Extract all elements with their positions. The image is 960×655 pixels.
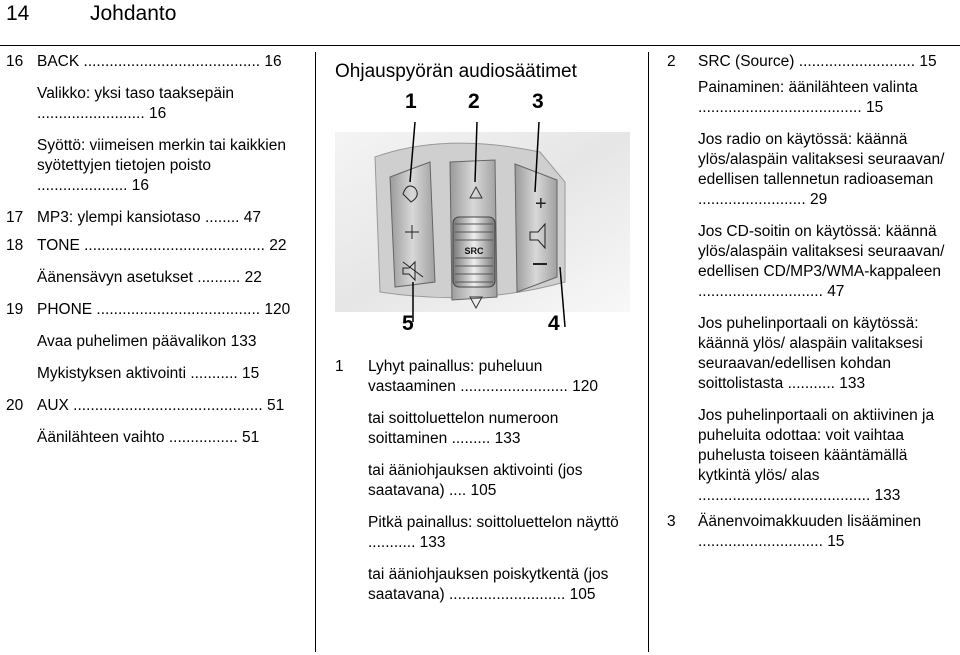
entry-text: PHONE ...................................... 120 xyxy=(37,301,291,318)
list-item xyxy=(6,396,298,416)
entry-text: AUX ............................................ 51 xyxy=(37,397,285,414)
page-number: 14 xyxy=(6,2,30,25)
list-item xyxy=(6,136,298,196)
list-item xyxy=(6,332,298,352)
column-left xyxy=(6,52,298,460)
entry-text: BACK ......................................... 16 xyxy=(37,53,282,70)
figure-label-2: 2 xyxy=(468,90,480,113)
entry-text: Jos CD-soitin on käytössä: käännä ylös/alaspäin valitaksesi seuraavan/ edellisen CD/MP3/WMA-kappaleen ............................. 47 xyxy=(698,223,945,300)
page-header xyxy=(0,0,960,45)
entry-text: MP3: ylempi kansiotaso ........ 47 xyxy=(37,209,261,226)
entry-text: Syöttö: viimeisen merkin tai kaikkien syötettyjen tietojen poisto ..................... 16 xyxy=(37,137,286,194)
entry-number: 19 xyxy=(6,301,24,318)
figure-label-4: 4 xyxy=(548,312,560,335)
entry-text: Äänensävyn asetukset .......... 22 xyxy=(37,269,262,286)
list-item xyxy=(667,78,959,118)
entry-text: TONE .......................................... 22 xyxy=(37,237,287,254)
entry-number: 16 xyxy=(6,53,24,70)
column-middle xyxy=(335,52,630,617)
entry-text: Lyhyt painallus: puheluun vastaaminen ......................... 120 xyxy=(368,358,599,395)
entry-text: Jos puhelinportaali on aktiivinen ja puheluita odottaa: voit vaihtaa puhelusta toiseen kääntämällä kytkintä ylös/ alas ........................................ 133 xyxy=(698,407,935,504)
entry-text: Jos radio on käytössä: käännä ylös/alaspäin valitaksesi seuraavan/ edellisen tallennetun radioaseman ......................... 29 xyxy=(698,131,945,208)
entry-number: 17 xyxy=(6,209,24,226)
entry-text: tai ääniohjauksen poiskytkentä (jos saatavana) ........................... 105 xyxy=(368,566,609,603)
entry-text: Äänilähteen vaihto ................ 51 xyxy=(37,429,260,446)
entry-text: Avaa puhelimen päävalikon 133 xyxy=(37,333,257,350)
list-item xyxy=(6,84,298,124)
list-item xyxy=(335,513,630,553)
column-divider xyxy=(648,52,649,652)
list-item xyxy=(667,130,959,210)
list-item xyxy=(667,314,959,394)
steering-controls-figure xyxy=(335,92,630,337)
entry-number: 3 xyxy=(667,513,676,530)
list-item xyxy=(667,406,959,506)
figure-label-1: 1 xyxy=(405,90,417,113)
figure-label-5: 5 xyxy=(402,312,414,335)
entry-text: Painaminen: äänilähteen valinta ...................................... 15 xyxy=(698,79,918,116)
entry-number: 18 xyxy=(6,237,24,254)
figure-label-3: 3 xyxy=(532,90,544,113)
list-item xyxy=(6,52,298,72)
list-item xyxy=(667,222,959,302)
column-divider xyxy=(315,52,316,652)
entry-text: Äänenvoimakkuuden lisääminen ............................. 15 xyxy=(698,513,922,550)
list-item xyxy=(335,357,630,397)
list-item xyxy=(6,428,298,448)
entry-number: 2 xyxy=(667,53,676,70)
steering-controls-illustration xyxy=(335,92,630,337)
list-item xyxy=(335,409,630,449)
svg-text:+: + xyxy=(535,193,547,215)
entry-text: tai soittoluettelon numeroon soittaminen ......... 133 xyxy=(368,410,559,447)
entry-text: Jos puhelinportaali on käytössä: käännä ylös/ alaspäin valitaksesi seuraavan/edellisen kohdan soittolistasta ........... 133 xyxy=(698,315,923,392)
list-item xyxy=(6,236,298,256)
entry-text: Pitkä painallus: soittoluettelon näyttö ........... 133 xyxy=(368,514,619,551)
list-item xyxy=(6,364,298,384)
list-item xyxy=(667,52,959,72)
entry-number: 1 xyxy=(335,358,344,375)
entry-number: 20 xyxy=(6,397,24,414)
list-item xyxy=(6,268,298,288)
list-item xyxy=(667,512,959,552)
section-title: Ohjauspyörän audiosäätimet xyxy=(335,61,577,82)
entry-text: Mykistyksen aktivointi ........... 15 xyxy=(37,365,260,382)
entry-text: SRC (Source) ........................... 15 xyxy=(698,53,937,70)
chapter-title: Johdanto xyxy=(90,2,177,25)
src-button-label: SRC xyxy=(464,246,484,256)
list-item xyxy=(335,565,630,605)
list-item xyxy=(6,208,298,228)
list-item xyxy=(335,461,630,501)
entry-text: Valikko: yksi taso taaksepäin ......................... 16 xyxy=(37,85,235,122)
header-rule xyxy=(0,45,960,46)
list-item xyxy=(6,300,298,320)
entry-text: tai ääniohjauksen aktivointi (jos saatavana) .... 105 xyxy=(368,462,583,499)
column-right xyxy=(667,52,959,564)
